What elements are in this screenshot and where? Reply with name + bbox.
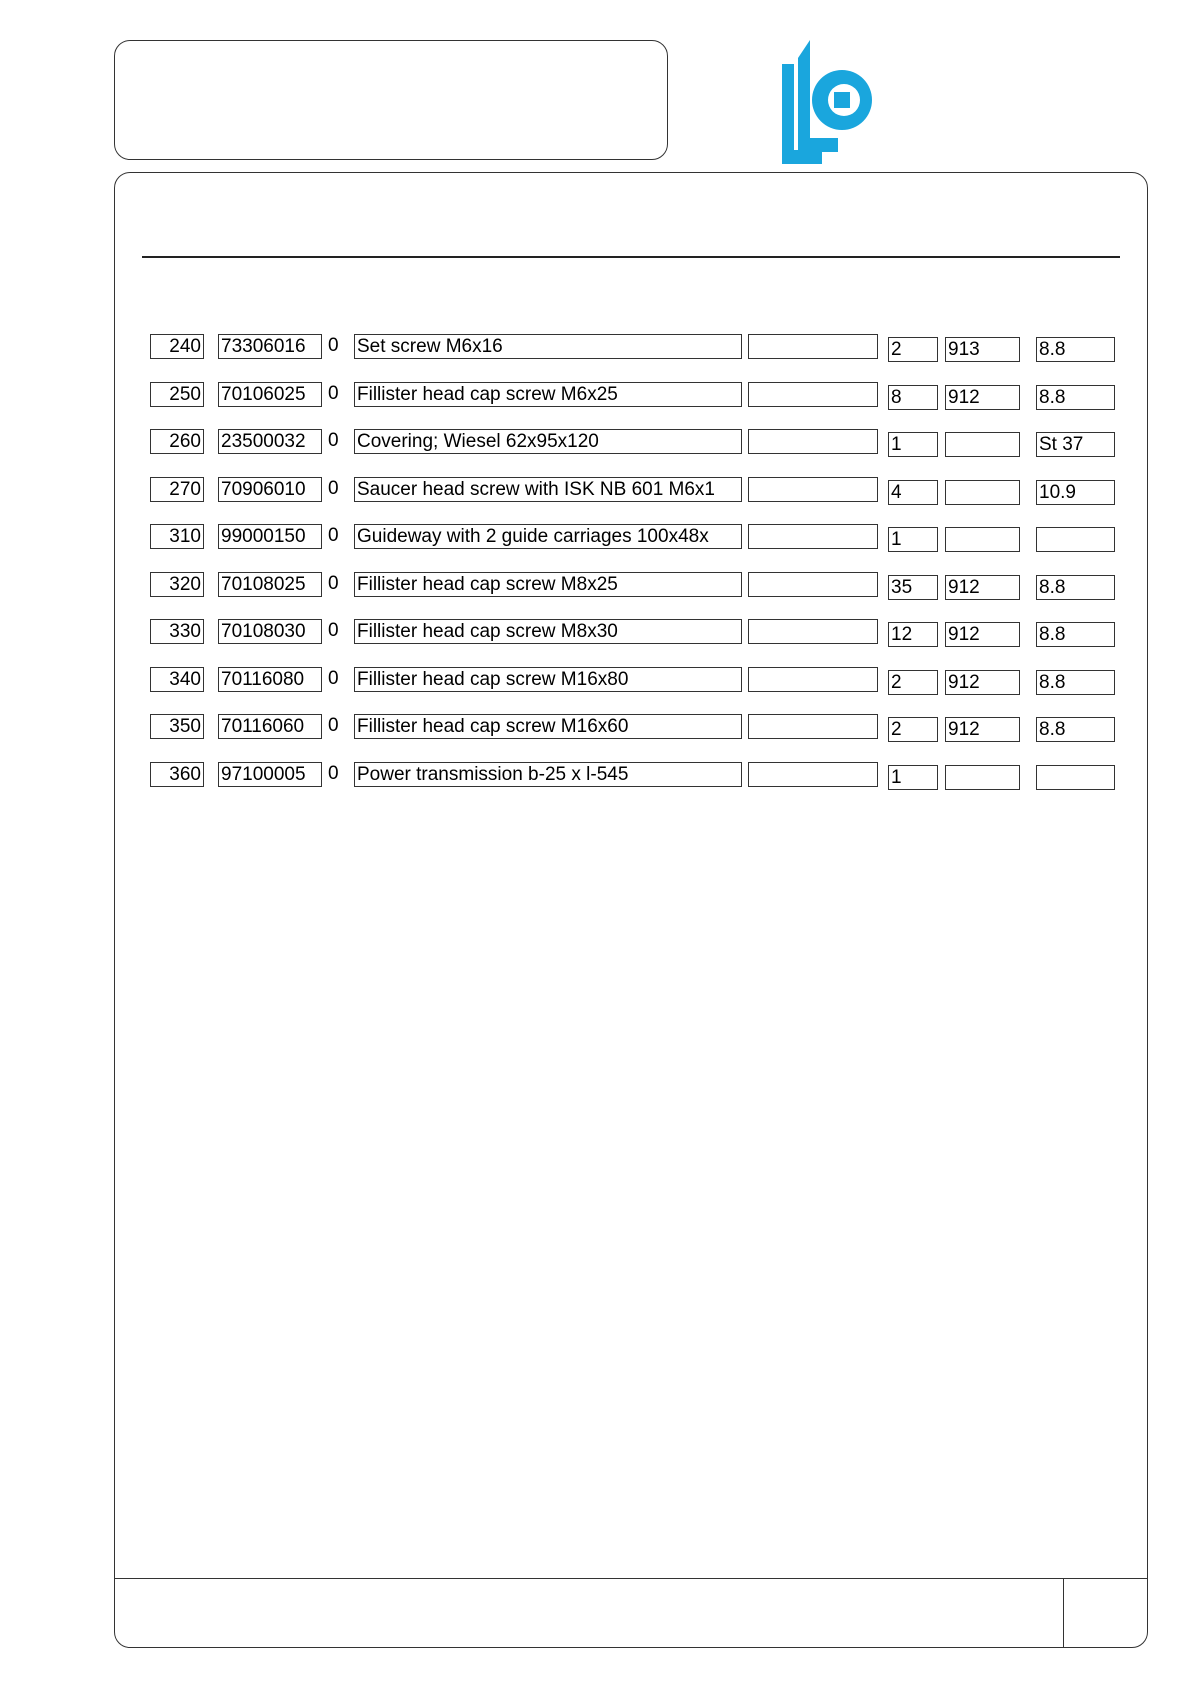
index-cell: 0	[328, 430, 339, 451]
description-cell: Set screw M6x16	[354, 334, 742, 359]
empty-cell	[748, 667, 878, 692]
din-standard-cell: 912	[945, 717, 1020, 742]
article-number-cell: 70108030	[218, 619, 322, 644]
index-cell: 0	[328, 667, 339, 689]
article-number-cell: 70106025	[218, 382, 322, 407]
din-standard-cell: 912	[945, 670, 1020, 695]
index-cell: 0	[328, 477, 339, 499]
description-cell: Covering; Wiesel 62x95x120	[354, 429, 742, 454]
article-number-cell: 70906010	[218, 477, 322, 502]
description-cell: Guideway with 2 guide carriages 100x48x	[354, 524, 742, 549]
material-cell: 8.8	[1036, 622, 1115, 647]
material-cell: 8.8	[1036, 575, 1115, 600]
empty-cell	[748, 429, 878, 454]
description-cell: Fillister head cap screw M8x30	[354, 619, 742, 644]
table-row	[150, 572, 1120, 620]
quantity-cell: 12	[888, 622, 938, 647]
position-cell: 240	[150, 334, 204, 359]
material-cell	[1036, 527, 1115, 552]
material-cell: 8.8	[1036, 670, 1115, 695]
lb-logo-icon	[782, 40, 882, 164]
position-cell: 250	[150, 382, 204, 407]
description-cell: Fillister head cap screw M8x25	[354, 572, 742, 597]
din-standard-cell	[945, 765, 1020, 790]
din-standard-cell: 912	[945, 385, 1020, 410]
empty-cell	[748, 524, 878, 549]
title-rule	[142, 256, 1120, 258]
empty-cell	[748, 572, 878, 597]
header-box	[114, 40, 668, 160]
index-cell: 0	[328, 382, 339, 404]
footer-rule	[114, 1578, 1148, 1579]
table-row	[150, 477, 1120, 525]
table-row	[150, 714, 1120, 762]
empty-cell	[748, 334, 878, 359]
index-cell: 0	[328, 572, 339, 594]
din-standard-cell	[945, 480, 1020, 505]
index-cell: 0	[328, 525, 339, 546]
quantity-cell: 35	[888, 575, 938, 600]
din-standard-cell: 913	[945, 337, 1020, 362]
position-cell: 360	[150, 762, 204, 787]
index-cell: 0	[328, 715, 339, 736]
position-cell: 340	[150, 667, 204, 692]
article-number-cell: 70116080	[218, 667, 322, 692]
parts-list	[150, 334, 1120, 809]
description-cell: Power transmission b-25 x l-545	[354, 762, 742, 787]
quantity-cell: 1	[888, 527, 938, 552]
table-row	[150, 429, 1120, 477]
din-standard-cell	[945, 527, 1020, 552]
article-number-cell: 97100005	[218, 762, 322, 787]
quantity-cell: 4	[888, 480, 938, 505]
table-row	[150, 524, 1120, 572]
din-standard-cell	[945, 432, 1020, 457]
table-row	[150, 619, 1120, 667]
index-cell: 0	[328, 620, 339, 641]
material-cell: 8.8	[1036, 385, 1115, 410]
material-cell: 8.8	[1036, 337, 1115, 362]
footer-divider	[1063, 1578, 1064, 1648]
empty-cell	[748, 382, 878, 407]
empty-cell	[748, 477, 878, 502]
material-cell	[1036, 765, 1115, 790]
empty-cell	[748, 762, 878, 787]
index-cell: 0	[328, 335, 339, 356]
table-row	[150, 382, 1120, 430]
empty-cell	[748, 619, 878, 644]
article-number-cell: 99000150	[218, 524, 322, 549]
din-standard-cell: 912	[945, 575, 1020, 600]
position-cell: 310	[150, 524, 204, 549]
quantity-cell: 2	[888, 337, 938, 362]
table-row	[150, 334, 1120, 382]
article-number-cell: 70108025	[218, 572, 322, 597]
position-cell: 260	[150, 429, 204, 454]
index-cell: 0	[328, 762, 339, 784]
material-cell: 8.8	[1036, 717, 1115, 742]
position-cell: 330	[150, 619, 204, 644]
quantity-cell: 1	[888, 765, 938, 790]
empty-cell	[748, 714, 878, 739]
description-cell: Fillister head cap screw M16x80	[354, 667, 742, 692]
description-cell: Saucer head screw with ISK NB 601 M6x1	[354, 477, 742, 502]
position-cell: 350	[150, 714, 204, 739]
material-cell: St 37	[1036, 432, 1115, 457]
table-row	[150, 762, 1120, 810]
table-row	[150, 667, 1120, 715]
article-number-cell: 73306016	[218, 334, 322, 359]
din-standard-cell: 912	[945, 622, 1020, 647]
quantity-cell: 8	[888, 385, 938, 410]
material-cell: 10.9	[1036, 480, 1115, 505]
article-number-cell: 70116060	[218, 714, 322, 739]
quantity-cell: 2	[888, 717, 938, 742]
quantity-cell: 2	[888, 670, 938, 695]
description-cell: Fillister head cap screw M6x25	[354, 382, 742, 407]
article-number-cell: 23500032	[218, 429, 322, 454]
position-cell: 320	[150, 572, 204, 597]
position-cell: 270	[150, 477, 204, 502]
quantity-cell: 1	[888, 432, 938, 457]
description-cell: Fillister head cap screw M16x60	[354, 714, 742, 739]
